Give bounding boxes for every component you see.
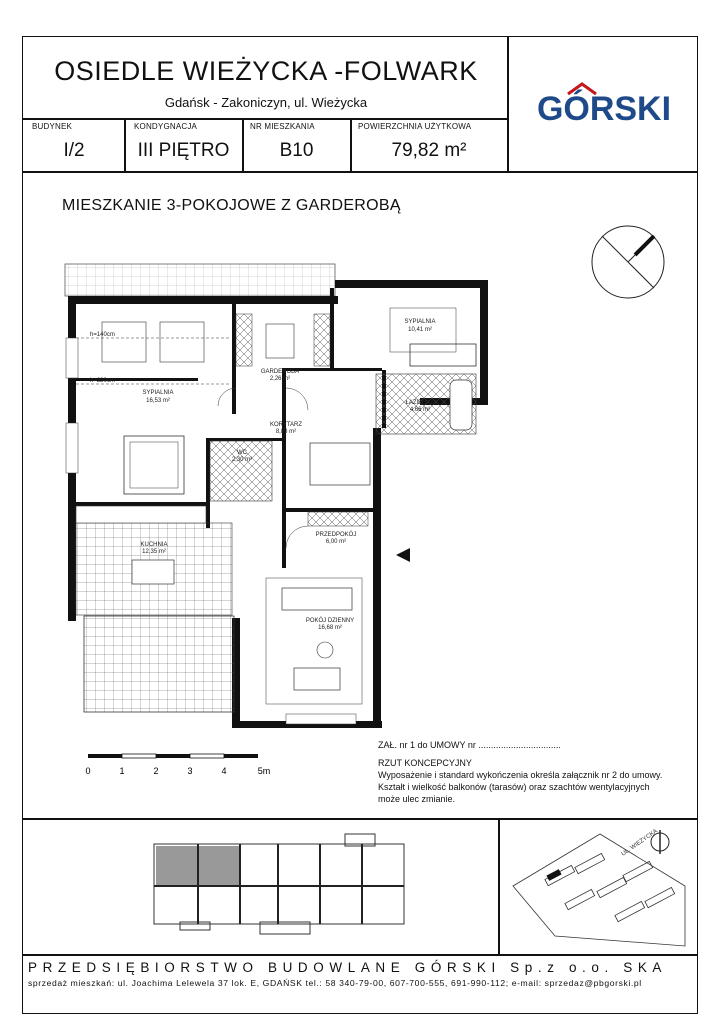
room-label-sypialnia-1: SYPIALNIA [142,390,174,396]
info-label-kondygnacja: KONDYGNACJA [134,122,198,131]
notes-heading: RZUT KONCEPCYJNY [378,758,472,768]
logo-text: GÓRSKI [536,90,672,128]
room-area-lazienka: 4,66 m² [409,407,431,413]
room-area-garderoba: 2,26 m² [269,376,291,382]
notes-line-1: Wyposażenie i standard wykończenia określa załącznik nr 2 do umowy. [378,770,663,780]
room-label-garderoba: GARDEROBA [260,369,300,375]
notes-block [378,739,688,805]
info-value-budynek: I/2 [63,140,85,161]
notes-line-3: może ulec zmianie. [378,794,456,804]
scale-tick-5: 5m [257,766,271,776]
floor-plan [60,258,436,728]
room-label-przedpokoj: PRZEDPOKÓJ [315,532,357,538]
gorski-logo [524,82,684,130]
scale-tick-4: 4 [221,766,227,776]
plan-bottom-line [22,818,698,820]
info-value-nr-mieszkania: B10 [279,140,314,161]
room-label-korytarz: KORYTARZ [269,422,303,428]
room-area-sypialnia-2: 10,41 m² [408,327,432,333]
scale-tick-2: 2 [153,766,159,776]
scale-bar [86,752,276,782]
room-area-wc: 2,30 m² [231,457,253,463]
project-title: OSIEDLE WIEŻYCKA -FOLWARK [54,56,478,86]
room-label-kuchnia: KUCHNIA [140,542,168,548]
street-label: UL. WIEŻYCKA [620,828,659,858]
info-value-powierzchnia: 79,82 m² [391,140,467,161]
site-plan [505,826,693,950]
info-value-kondygnacja: III PIĘTRO [137,140,230,161]
footer-top-line [22,954,698,956]
project-address: Gdańsk - Zakoniczyn, ul. Wieżycka [164,95,368,110]
notes-line-2: Kształt i wielkość balkonów (tarasów) oraz szachtów wentylacyjnych [378,782,650,792]
room-area-kuchnia: 12,35 m² [142,549,166,555]
scale-tick-0: 0 [85,766,91,776]
compass-icon [588,222,668,302]
company-name: PRZEDSIĘBIORSTWO BUDOWLANE GÓRSKI Sp.z o.o. SKA [28,960,668,975]
info-label-nr-mieszkania: NR MIESZKANIA [250,122,315,131]
site-divider [498,818,500,955]
room-label-sypialnia-2: SYPIALNIA [404,319,436,325]
room-area-przedpokoj: 6,00 m² [325,539,347,545]
room-area-sypialnia-1: 16,53 m² [146,398,170,404]
info-label-budynek: BUDYNEK [32,122,73,131]
room-label-pokoj-dzienny: POKÓJ DZIENNY [305,618,355,624]
height-label-220: h=220cm [90,378,115,384]
room-area-pokoj-dzienny: 16,68 m² [318,625,342,631]
notes-zal: ZAŁ. nr 1 do UMOWY nr ................................. [378,740,561,750]
scale-tick-1: 1 [119,766,125,776]
room-label-lazienka: ŁAZIENKA [405,400,435,406]
title-divider [22,118,508,120]
room-label-wc: WC [237,450,247,456]
building-key-plan [150,830,412,940]
apartment-title: MIESZKANIE 3-POKOJOWE Z GARDEROBĄ [62,197,401,214]
room-area-korytarz: 8,88 m² [275,429,297,435]
company-contact: sprzedaż mieszkań: ul. Joachima Lelewela 37 lok. E, GDAŃSK tel.: 58 340-79-00, 607-700-555, 691-990-112; e-mail: sprzedaz@pbgorski.pl [28,978,642,988]
height-label-140: h=140cm [90,332,115,338]
scale-tick-3: 3 [187,766,193,776]
info-label-powierzchnia: POWIERZCHNIA UŻYTKOWA [358,122,472,131]
